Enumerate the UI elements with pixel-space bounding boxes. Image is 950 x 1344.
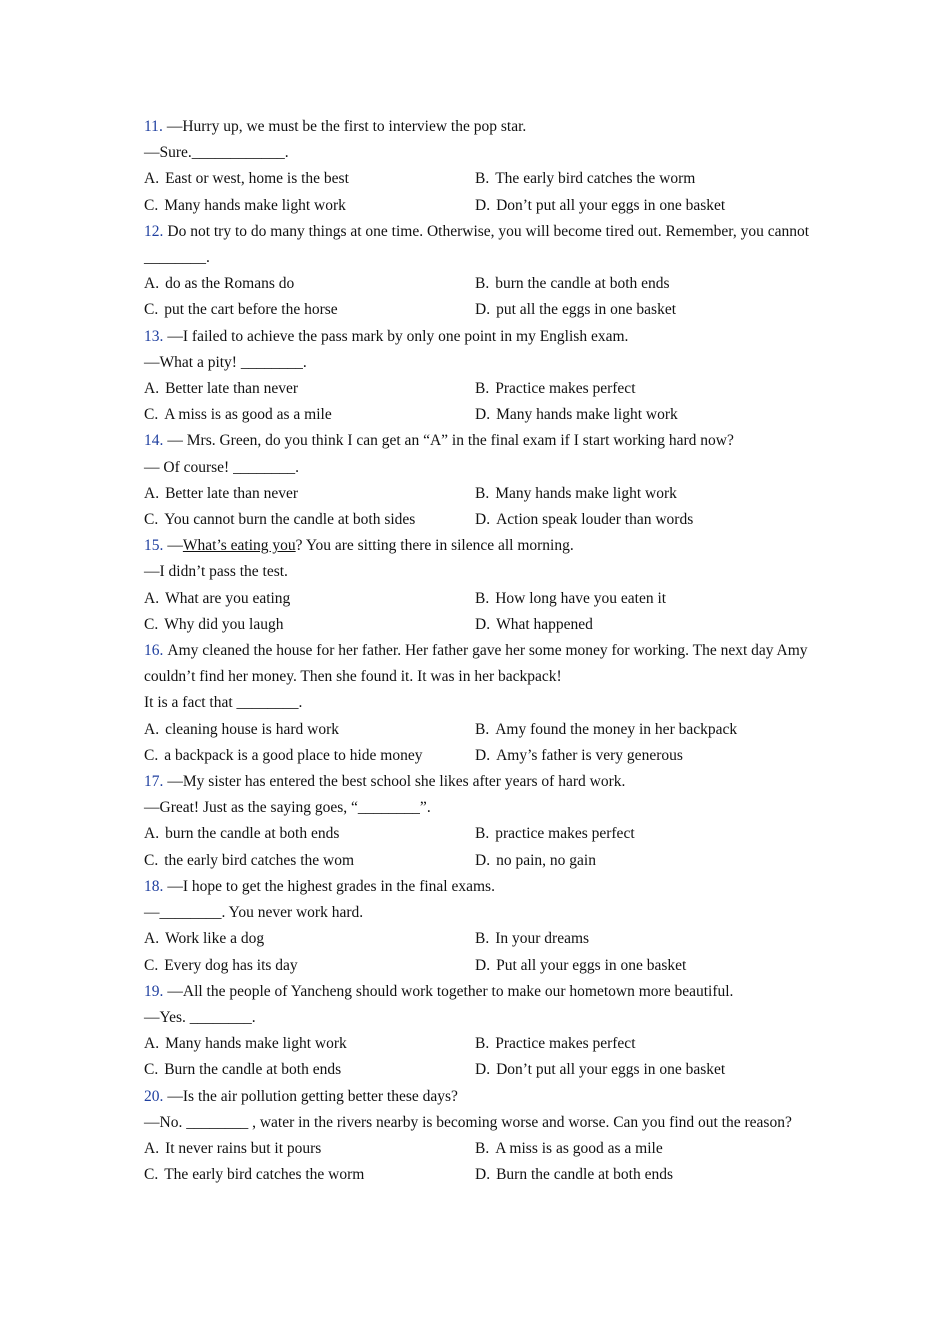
question-number: 16	[144, 642, 160, 660]
option-a[interactable]	[144, 586, 475, 612]
option-letter: B.	[475, 1139, 490, 1157]
option-letter: B.	[475, 720, 490, 738]
stem-line: —Is the air pollution getting better these days?	[167, 1087, 458, 1105]
option-letter: B.	[475, 825, 490, 843]
option-text: Practice makes perfect	[495, 380, 636, 398]
option-text: Work like a dog	[165, 930, 265, 948]
question-17	[144, 769, 814, 874]
option-text: The early bird catches the worm	[495, 170, 696, 188]
question-number-separator: .	[159, 982, 164, 1000]
option-d[interactable]	[475, 743, 683, 769]
option-text: Amy found the money in her backpack	[495, 720, 738, 738]
question-number: 17	[144, 773, 160, 791]
question-11	[144, 114, 814, 219]
option-text: Amy’s father is very generous	[496, 746, 683, 764]
stem-line: —Sure.____________.	[144, 144, 289, 162]
option-row	[144, 1162, 814, 1188]
option-b[interactable]	[475, 376, 636, 402]
question-stem	[144, 769, 814, 795]
stem-line: —I didn’t pass the test.	[144, 563, 288, 581]
question-19	[144, 979, 814, 1084]
option-letter: B.	[475, 380, 490, 398]
option-letter: B.	[475, 1035, 490, 1053]
stem-line: —Great! Just as the saying goes, “________”.	[144, 799, 431, 817]
option-c[interactable]	[144, 193, 475, 219]
option-d[interactable]	[475, 193, 725, 219]
question-18	[144, 874, 814, 979]
question-12	[144, 219, 814, 324]
option-letter: B.	[475, 930, 490, 948]
question-number: 14	[144, 432, 160, 450]
option-c[interactable]	[144, 1057, 475, 1083]
worksheet-page	[144, 114, 814, 1188]
option-c[interactable]	[144, 402, 475, 428]
option-letter: B.	[475, 170, 490, 188]
option-row	[144, 848, 814, 874]
question-number-separator: .	[159, 877, 164, 895]
option-letter: D.	[475, 196, 491, 214]
stem-line: — Mrs. Green, do you think I can get an “A” in the final exam if I start working hard now?	[167, 432, 734, 450]
option-row	[144, 586, 814, 612]
option-text: put all the eggs in one basket	[496, 301, 677, 319]
option-text: no pain, no gain	[496, 851, 596, 869]
option-text: The early bird catches the worm	[164, 1166, 365, 1184]
option-text: Burn the candle at both ends	[164, 1061, 342, 1079]
option-text: A miss is as good as a mile	[164, 406, 332, 424]
option-letter: C.	[144, 301, 159, 319]
option-c[interactable]	[144, 297, 475, 323]
option-row	[144, 376, 814, 402]
option-letter: D.	[475, 851, 491, 869]
option-a[interactable]	[144, 481, 475, 507]
option-letter: C.	[144, 746, 159, 764]
option-text: Many hands make light work	[164, 196, 346, 214]
option-b[interactable]	[475, 586, 666, 612]
option-b[interactable]	[475, 926, 589, 952]
option-d[interactable]	[475, 297, 676, 323]
question-stem	[144, 114, 814, 140]
option-text: Many hands make light work	[496, 406, 678, 424]
option-text: burn the candle at both ends	[165, 825, 340, 843]
stem-line: —All the people of Yancheng should work together to make our hometown more beautiful.	[167, 982, 734, 1000]
option-letter: B.	[475, 589, 490, 607]
option-text: Don’t put all your eggs in one basket	[496, 1061, 726, 1079]
question-stem	[144, 1084, 814, 1110]
option-text: Every dog has its day	[164, 956, 298, 974]
option-c[interactable]	[144, 848, 475, 874]
option-d[interactable]	[475, 1057, 725, 1083]
option-letter: D.	[475, 1166, 491, 1184]
option-text: cleaning house is hard work	[165, 720, 339, 738]
option-row	[144, 953, 814, 979]
option-row	[144, 612, 814, 638]
option-text: A miss is as good as a mile	[495, 1139, 663, 1157]
stem-line: It is a fact that ________.	[144, 694, 303, 712]
question-number: 19	[144, 982, 160, 1000]
option-text: Many hands make light work	[165, 1035, 347, 1053]
option-text: What happened	[496, 615, 593, 633]
option-d[interactable]	[475, 953, 686, 979]
option-b[interactable]	[475, 1136, 663, 1162]
option-text: practice makes perfect	[495, 825, 635, 843]
question-stem	[144, 533, 814, 559]
question-number-separator: .	[159, 1087, 164, 1105]
option-d[interactable]	[475, 402, 678, 428]
option-letter: A.	[144, 825, 160, 843]
option-text: do as the Romans do	[165, 275, 295, 293]
option-letter: C.	[144, 511, 159, 529]
question-stem	[144, 979, 814, 1005]
option-b[interactable]	[475, 271, 670, 297]
question-stem	[144, 428, 814, 454]
option-d[interactable]	[475, 612, 593, 638]
option-row	[144, 193, 814, 219]
option-row	[144, 297, 814, 323]
question-stem	[144, 874, 814, 900]
option-text: Burn the candle at both ends	[496, 1166, 673, 1184]
option-row	[144, 1057, 814, 1083]
question-number: 11	[144, 118, 159, 135]
option-letter: D.	[475, 301, 491, 319]
option-text: burn the candle at both ends	[495, 275, 670, 293]
option-b[interactable]	[475, 1031, 636, 1057]
question-number-separator: .	[159, 327, 164, 345]
option-row	[144, 271, 814, 297]
option-text: Better late than never	[165, 484, 299, 502]
option-letter: D.	[475, 746, 491, 764]
option-a[interactable]	[144, 1031, 475, 1057]
option-row	[144, 1031, 814, 1057]
option-text: Don’t put all your eggs in one basket	[496, 196, 726, 214]
stem-line: Do not try to do many things at one time. Otherwise, you will become tired out. Remember, you cannot ________.	[144, 222, 810, 267]
option-letter: A.	[144, 1035, 160, 1053]
option-letter: C.	[144, 615, 159, 633]
question-number: 20	[144, 1087, 160, 1105]
stem-line: —________. You never work hard.	[144, 904, 364, 922]
question-stem	[144, 219, 814, 271]
option-letter: A.	[144, 930, 160, 948]
option-c[interactable]	[144, 612, 475, 638]
question-number-separator: .	[159, 537, 164, 555]
option-letter: A.	[144, 380, 160, 398]
option-c[interactable]	[144, 507, 475, 533]
option-row	[144, 926, 814, 952]
option-row	[144, 402, 814, 428]
stem-line: —What a pity! ________.	[144, 353, 307, 371]
option-letter: D.	[475, 1061, 491, 1079]
option-text: the early bird catches the wom	[164, 851, 355, 869]
stem-line: Amy cleaned the house for her father. Her father gave her some money for working. The next day Amy couldn’t find her money. Then she found it. It was in her backpack!	[144, 642, 808, 686]
option-b[interactable]	[475, 166, 695, 192]
option-letter: A.	[144, 589, 160, 607]
option-a[interactable]	[144, 166, 475, 192]
option-letter: C.	[144, 406, 159, 424]
option-letter: A.	[144, 170, 160, 188]
option-letter: D.	[475, 956, 491, 974]
option-letter: B.	[475, 275, 490, 293]
option-b[interactable]	[475, 481, 677, 507]
stem-line: —I failed to achieve the pass mark by only one point in my English exam.	[167, 327, 629, 345]
option-c[interactable]	[144, 1162, 475, 1188]
option-text: put the cart before the horse	[164, 301, 338, 319]
option-text: What are you eating	[165, 589, 291, 607]
stem-line: — Of course! ________.	[144, 458, 299, 476]
option-text: Better late than never	[165, 380, 299, 398]
option-a[interactable]	[144, 271, 475, 297]
option-b[interactable]	[475, 717, 737, 743]
question-15	[144, 533, 814, 638]
option-letter: C.	[144, 196, 159, 214]
stem-prefix: —	[167, 537, 183, 555]
option-a[interactable]	[144, 821, 475, 847]
question-stem	[144, 638, 814, 690]
option-text: Many hands make light work	[495, 484, 677, 502]
question-number-separator: .	[159, 432, 164, 450]
option-a[interactable]	[144, 1136, 475, 1162]
option-d[interactable]	[475, 507, 693, 533]
question-number-separator: .	[158, 118, 163, 135]
question-number: 15	[144, 537, 160, 555]
option-row	[144, 481, 814, 507]
question-number: 18	[144, 877, 160, 895]
underlined-phrase: What’s eating you	[182, 537, 296, 555]
option-b[interactable]	[475, 821, 635, 847]
option-letter: A.	[144, 1139, 160, 1157]
option-letter: A.	[144, 720, 160, 738]
option-row	[144, 821, 814, 847]
option-letter: D.	[475, 511, 491, 529]
question-13	[144, 324, 814, 429]
option-c[interactable]	[144, 743, 475, 769]
option-text: How long have you eaten it	[495, 589, 667, 607]
option-text: Why did you laugh	[164, 615, 284, 633]
option-letter: C.	[144, 851, 159, 869]
option-row	[144, 1136, 814, 1162]
stem-line: —No. ________ , water in the rivers nearby is becoming worse and worse. Can you find out the reason?	[144, 1113, 792, 1131]
option-row	[144, 507, 814, 533]
option-letter: A.	[144, 484, 160, 502]
option-row	[144, 166, 814, 192]
option-letter: C.	[144, 1061, 159, 1079]
stem-line: —Yes. ________.	[144, 1008, 256, 1026]
option-letter: C.	[144, 956, 159, 974]
question-number: 12	[144, 222, 160, 240]
option-a[interactable]	[144, 926, 475, 952]
option-a[interactable]	[144, 376, 475, 402]
option-row	[144, 743, 814, 769]
option-c[interactable]	[144, 953, 475, 979]
option-text: Put all your eggs in one basket	[496, 956, 687, 974]
stem-line: —My sister has entered the best school she likes after years of hard work.	[167, 773, 626, 791]
question-20	[144, 1084, 814, 1189]
option-text: In your dreams	[495, 930, 590, 948]
option-letter: D.	[475, 615, 491, 633]
option-letter: D.	[475, 406, 491, 424]
question-number-separator: .	[159, 773, 164, 791]
stem-line: —Hurry up, we must be the first to interview the pop star.	[166, 118, 527, 135]
option-text: You cannot burn the candle at both sides	[164, 511, 416, 529]
option-text: It never rains but it pours	[165, 1139, 322, 1157]
question-stem	[144, 324, 814, 350]
option-d[interactable]	[475, 1162, 673, 1188]
stem-line: —I hope to get the highest grades in the final exams.	[167, 877, 495, 895]
option-d[interactable]	[475, 848, 596, 874]
option-text: a backpack is a good place to hide money	[164, 746, 423, 764]
question-number-separator: .	[159, 222, 164, 240]
option-a[interactable]	[144, 717, 475, 743]
option-letter: C.	[144, 1166, 159, 1184]
question-14	[144, 428, 814, 533]
question-number-separator: .	[159, 642, 164, 660]
option-letter: B.	[475, 484, 490, 502]
option-letter: A.	[144, 275, 160, 293]
question-number: 13	[144, 327, 160, 345]
stem-suffix: ? You are sitting there in silence all morning.	[295, 537, 574, 555]
option-text: East or west, home is the best	[165, 170, 349, 188]
question-16	[144, 638, 814, 769]
option-row	[144, 717, 814, 743]
option-text: Action speak louder than words	[496, 511, 694, 529]
option-text: Practice makes perfect	[495, 1035, 636, 1053]
